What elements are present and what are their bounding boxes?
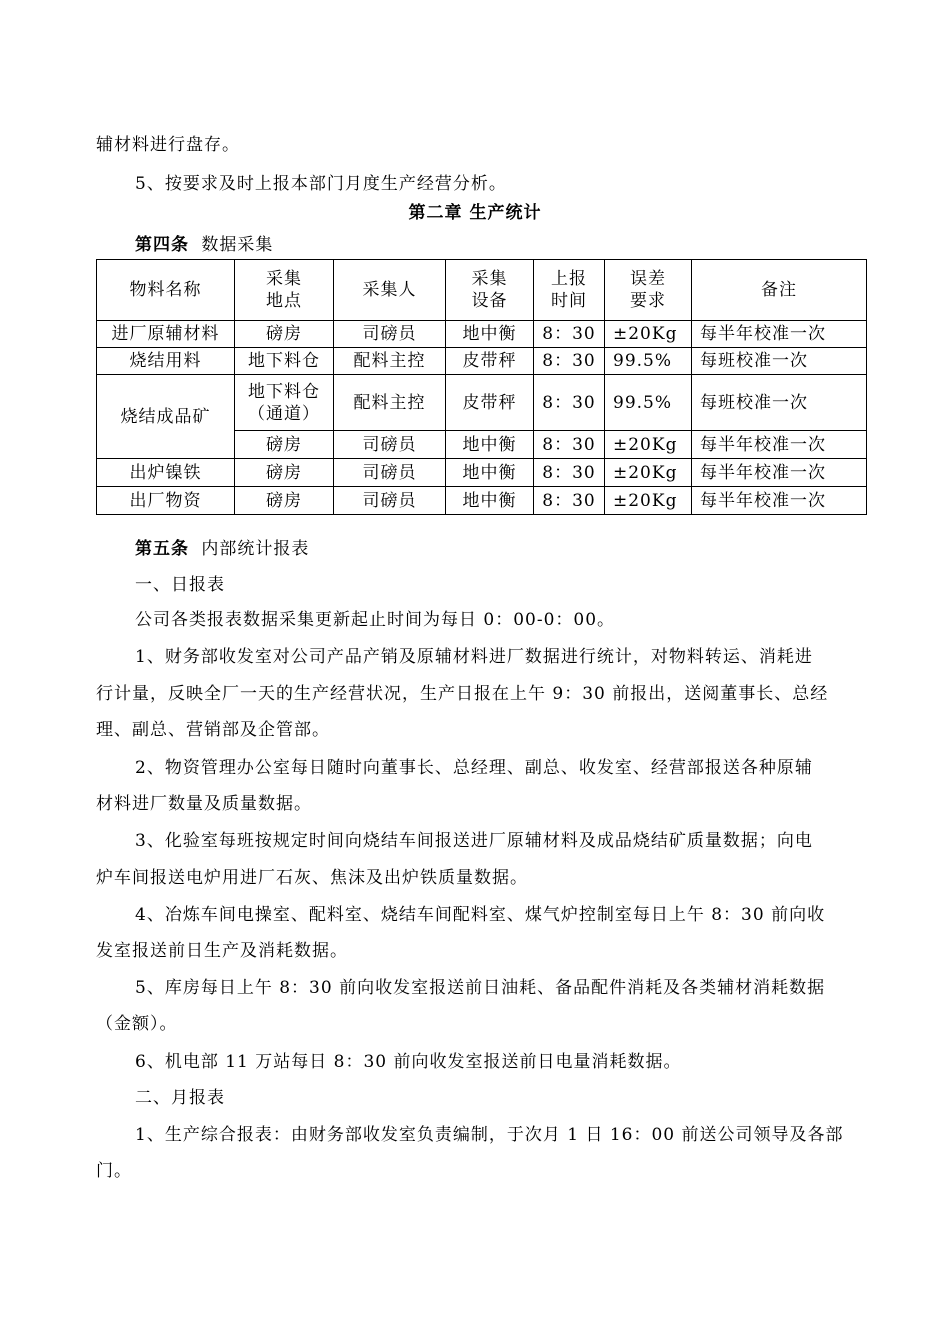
paragraph-3-line-1: 3、化验室每班按规定时间向烧结车间报送进厂原辅材料及成品烧结矿质量数据；向电 [135,831,813,851]
table-row [97,348,867,375]
table-cell: 8：30 [534,487,605,515]
table-cell: 地中衡 [446,487,534,515]
table-cell: ±20Kg [605,459,692,487]
table-cell: 磅房 [235,459,334,487]
table-row [97,321,867,348]
table-cell: 磅房 [235,321,334,348]
table-cell: 皮带秤 [446,348,534,375]
article5-heading [135,537,309,561]
paragraph-2-line-2: 材料进厂数量及质量数据。 [96,794,312,814]
header-cell: 物料名称 [97,260,235,321]
table-cell: ±20Kg [605,431,692,459]
table-cell: 地下料仓 [235,348,334,375]
table-cell: 每半年校准一次 [692,459,867,487]
paragraph-4-line-2: 发室报送前日生产及消耗数据。 [96,941,348,961]
chapter-title: 第二章 生产统计 [408,203,542,223]
header-cell: 备注 [692,260,867,321]
table-cell: 司磅员 [334,459,446,487]
article5-title: 第五条 [135,539,189,559]
table-cell: 皮带秤 [446,375,534,431]
paragraph-1-line-1: 1、财务部收发室对公司产品产销及原辅材料进厂数据进行统计，对物料转运、消耗进 [135,647,813,667]
monthly-paragraph-1-line-2: 门。 [96,1161,132,1181]
header-cell: 上报 时间 [534,260,605,321]
paragraph-1-line-2: 行计量，反映全厂一天的生产经营状况，生产日报在上午 9：30 前报出，送阅董事长、总经 [96,684,829,704]
monthly-report-heading: 二、月报表 [135,1088,225,1108]
table-cell: 8：30 [534,375,605,431]
table-cell: 司磅员 [334,431,446,459]
article4-heading [135,233,273,257]
article4-subtitle: 数据采集 [201,235,274,255]
monthly-paragraph-1-line-1: 1、生产综合报表：由财务部收发室负责编制，于次月 1 日 16：00 前送公司领导及各部 [135,1125,844,1145]
table-cell: 司磅员 [334,321,446,348]
table-cell: 8：30 [534,348,605,375]
paragraph-5-line-1: 5、库房每日上午 8：30 前向收发室报送前日油耗、备品配件消耗及各类辅材消耗数据 [135,978,826,998]
paragraph-4-line-1: 4、冶炼车间电操室、配料室、烧结车间配料室、煤气炉控制室每日上午 8：30 前向收 [135,905,826,925]
table-cell: ±20Kg [605,321,692,348]
table-cell: 8：30 [534,459,605,487]
table-cell: 每班校准一次 [692,375,867,431]
article5-subtitle: 内部统计报表 [201,539,310,559]
paragraph-2-line-1: 2、物资管理办公室每日随时向董事长、总经理、副总、收发室、经营部报送各种原辅 [135,758,813,778]
table-row [97,459,867,487]
table-cell: 地中衡 [446,431,534,459]
paragraph-6: 6、机电部 11 万站每日 8：30 前向收发室报送前日电量消耗数据。 [135,1052,682,1072]
table-cell: 磅房 [235,487,334,515]
table-cell: 进厂原辅材料 [97,321,235,348]
table-cell: 配料主控 [334,375,446,431]
table-cell: 每半年校准一次 [692,321,867,348]
table-cell: 地中衡 [446,321,534,348]
table-cell: 地下料仓 （通道） [235,375,334,431]
table-cell: 每半年校准一次 [692,431,867,459]
table-row [97,375,867,431]
daily-report-heading: 一、日报表 [135,575,225,595]
header-cell: 采集 设备 [446,260,534,321]
table-cell: 每半年校准一次 [692,487,867,515]
table-cell: 烧结用料 [97,348,235,375]
table-cell: ±20Kg [605,487,692,515]
daily-report-intro: 公司各类报表数据采集更新起止时间为每日 0：00-0：00。 [135,610,616,630]
table-cell: 出厂物资 [97,487,235,515]
intro-line-1: 辅材料进行盘存。 [96,135,240,155]
table-cell: 司磅员 [334,487,446,515]
paragraph-5-line-2: （金额）。 [96,1014,178,1034]
table-cell: 每班校准一次 [692,348,867,375]
table-cell: 99.5% [605,348,692,375]
table-cell: 烧结成品矿 [97,375,235,459]
table-header-row [97,260,867,321]
table-row [97,487,867,515]
table-cell: 99.5% [605,375,692,431]
paragraph-1-line-3: 理、副总、营销部及企管部。 [96,720,330,740]
table-cell: 8：30 [534,321,605,348]
header-cell: 采集 地点 [235,260,334,321]
paragraph-3-line-2: 炉车间报送电炉用进厂石灰、焦沫及出炉铁质量数据。 [96,868,528,888]
article4-title: 第四条 [135,235,189,255]
header-cell: 误差 要求 [605,260,692,321]
table-cell: 出炉镍铁 [97,459,235,487]
table-cell: 配料主控 [334,348,446,375]
table-cell: 磅房 [235,431,334,459]
intro-line-2: 5、按要求及时上报本部门月度生产经营分析。 [135,174,507,194]
table-cell: 8：30 [534,431,605,459]
table-cell: 地中衡 [446,459,534,487]
data-collection-table [96,259,867,515]
header-cell: 采集人 [334,260,446,321]
